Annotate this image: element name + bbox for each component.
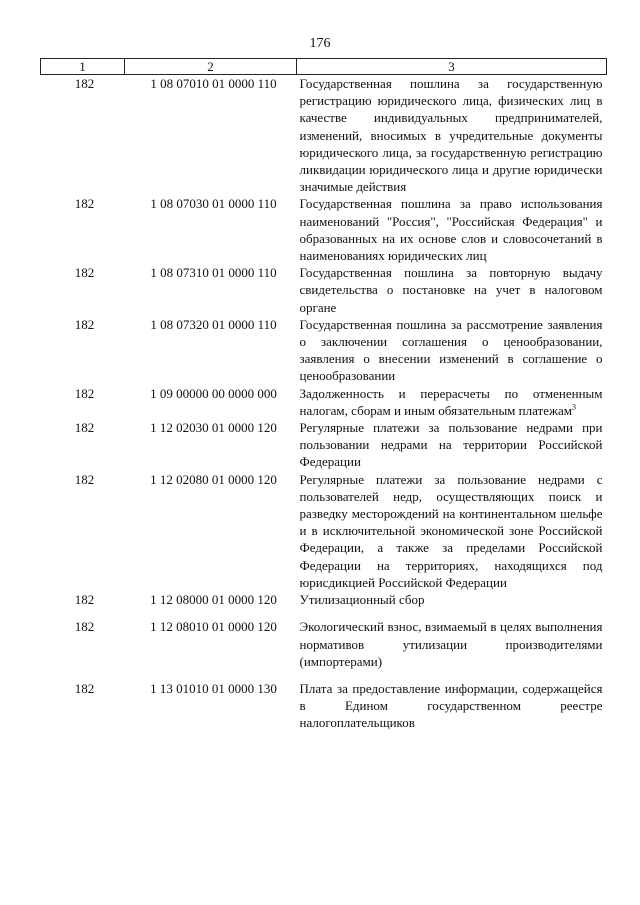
column-header-3: 3: [297, 59, 607, 75]
description-cell: Регулярные платежи за пользование недрами с пользователей недр, осуществляющих поиск и разведку месторождений на континентальном шельфе и в исключительной экономической зоне Российской Федерации, а также за пределами Российской Федерации на территориях, находящихся под юрисдикцией Российской Федерации: [299, 471, 603, 590]
admin-code-cell: 182: [74, 265, 95, 281]
description-cell: Государственная пошлина за повторную выдачу свидетельства о постановке на учет в налоговом органе: [299, 265, 603, 315]
table-row: [41, 680, 607, 732]
description-cell: Экологический взнос, взимаемый в целях выполнения нормативов утилизации производителями (импортерами): [299, 619, 603, 669]
budget-code-cell: 1 13 01010 01 0000 130: [150, 680, 277, 696]
table-row: [41, 264, 607, 316]
admin-code-cell: 182: [74, 316, 95, 332]
description-cell: Регулярные платежи за пользование недрами при пользовании недрами на территории Российской Федерации: [299, 420, 603, 470]
description-cell: Государственная пошлина за государственную регистрацию юридического лица, физических лиц в качестве индивидуальных предпринимателей, изменений, вносимых в учредительные документы юридического лица, за государственную регистрацию ликвидации юридического лица и другие юридически значимые действия: [299, 76, 603, 195]
budget-code-cell: 1 08 07310 01 0000 110: [150, 265, 277, 281]
table-row: [41, 195, 607, 264]
column-header-1: 1: [41, 59, 125, 75]
admin-code-cell: 182: [74, 471, 95, 487]
admin-code-cell: 182: [74, 196, 95, 212]
description-cell: Утилизационный сбор: [299, 592, 425, 608]
admin-code-cell: 182: [74, 76, 95, 91]
table-row: [41, 591, 607, 618]
description-cell: [297, 385, 607, 419]
revenue-code-table: [40, 58, 607, 732]
admin-code-cell: 182: [74, 680, 95, 696]
column-header-2: 2: [125, 59, 297, 75]
budget-code-cell: 1 08 07010 01 0000 110: [150, 76, 277, 91]
budget-code-cell: 1 09 00000 00 0000 000: [150, 385, 277, 401]
description-cell: Государственная пошлина за право использования наименований "Россия", "Российская Федерация" и образованных на их основе слов и словосочетаний в наименованиях юридических лиц: [299, 196, 603, 264]
budget-code-cell: 1 08 07320 01 0000 110: [150, 316, 277, 332]
table-row: [41, 471, 607, 591]
admin-code-cell: 182: [74, 619, 95, 635]
admin-code-cell: 182: [74, 385, 95, 401]
table-row: [41, 75, 607, 196]
page-number: 176: [309, 36, 331, 51]
budget-code-cell: 1 12 08000 01 0000 120: [150, 592, 277, 608]
description-cell: Государственная пошлина за рассмотрение заявления о заключении соглашения о ценообразовании, заявления о внесении изменений в соглашение о ценообразовании: [299, 316, 603, 384]
table-row: [41, 316, 607, 385]
table-row: [41, 618, 607, 680]
description-text: Задолженность и перерасчеты по отмененным налогам, сборам и иным обязательным платежам: [299, 385, 603, 418]
admin-code-cell: 182: [74, 420, 95, 436]
admin-code-cell: 182: [74, 592, 95, 608]
budget-code-cell: 1 12 02030 01 0000 120: [150, 420, 277, 436]
table-row: [41, 419, 607, 471]
table-header-row: [41, 59, 607, 75]
budget-code-cell: 1 12 02080 01 0000 120: [150, 471, 277, 487]
description-cell: Плата за предоставление информации, содержащейся в Едином государственном реестре налогоплательщиков: [299, 680, 603, 731]
footnote-marker: 3: [571, 402, 576, 412]
budget-code-cell: 1 08 07030 01 0000 110: [150, 196, 277, 212]
budget-code-cell: 1 12 08010 01 0000 120: [150, 619, 277, 635]
table-row: [41, 385, 607, 419]
